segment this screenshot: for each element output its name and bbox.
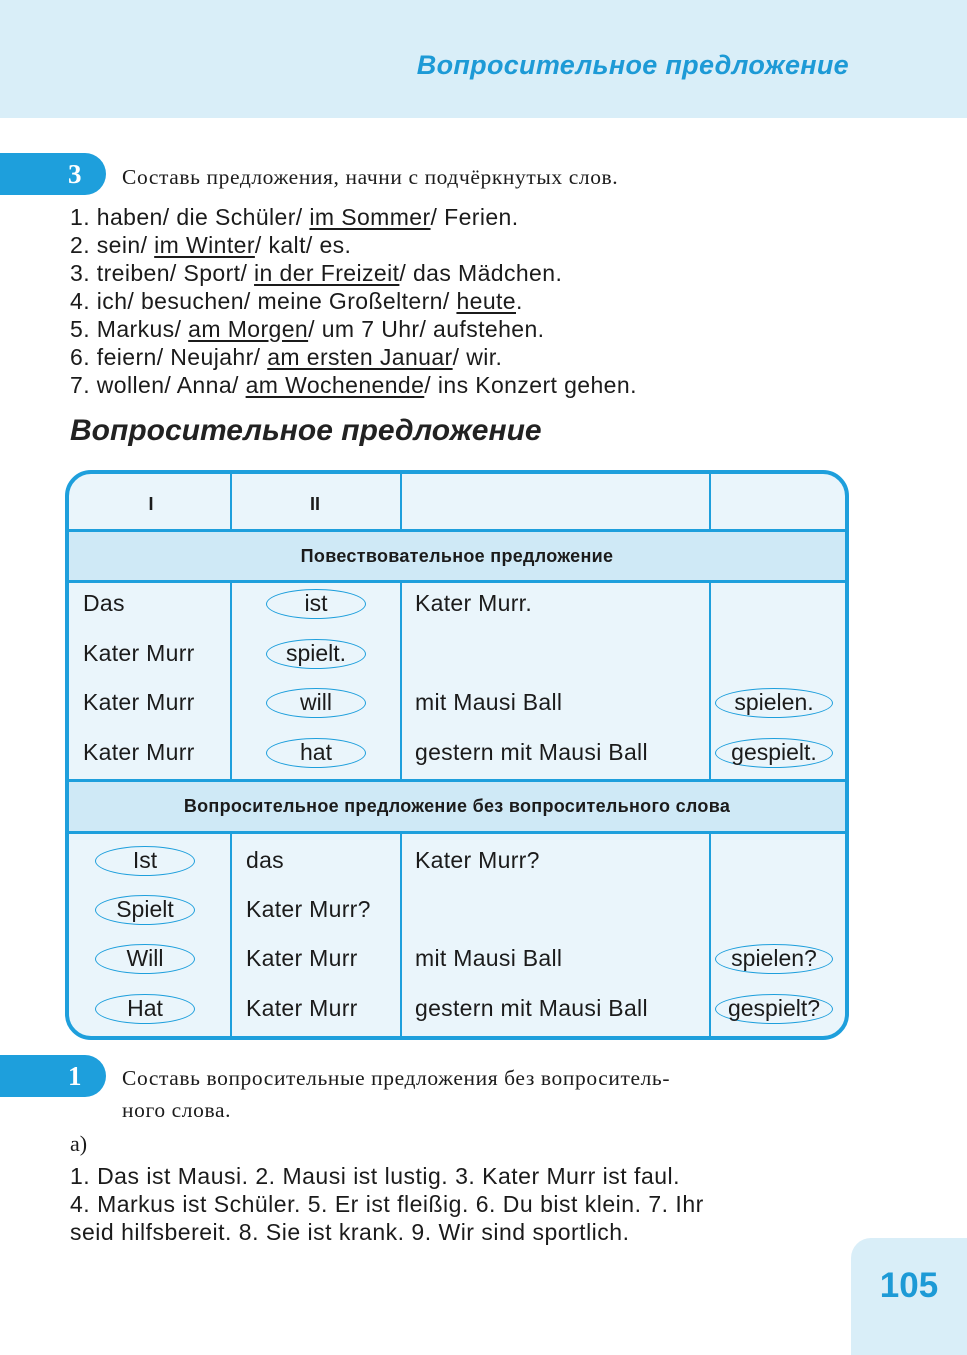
underlined-phrase: am Morgen [188,316,309,342]
item-text: / das Mädchen. [399,260,563,286]
verb-oval: gespielt? [715,994,833,1024]
declarative-band: Повествовательное предложение [69,529,845,583]
list-item [70,315,637,343]
table-cell: gestern mit Mausi Ball [415,995,648,1021]
exercise-1-line-2: 4. Markus ist Schüler. 5. Er ist fleißig. 6. Du bist klein. 7. Ihr [70,1191,704,1217]
item-text: . [516,288,523,314]
verb-oval: Ist [95,846,195,876]
list-item [70,343,637,371]
exercise-1-instruction-line-1: Составь вопросительные предложения без вопроситель- [122,1066,671,1090]
verb-oval: spielen? [715,944,833,974]
exercise-3-badge: 3 [0,153,106,195]
list-item [70,287,637,315]
table-cell: Kater Murr? [415,847,540,873]
list-item [70,259,637,287]
exercise-3-instruction: Составь предложения, начни с подчёркнутых слов. [122,165,619,189]
underlined-phrase: am Wochenende [245,372,425,398]
verb-oval: will [266,688,366,718]
verb-oval: ist [266,589,366,619]
item-text: / um 7 Uhr/ aufstehen. [308,316,545,342]
item-number: 7. [70,372,90,398]
verb-oval: Hat [95,994,195,1024]
item-text: feiern/ Neujahr/ [96,344,261,370]
table-cell: Kater Murr. [415,590,533,616]
verb-oval: hat [266,738,366,768]
column-header-1: I [148,494,154,514]
exercise-1-line-1: 1. Das ist Mausi. 2. Mausi ist lustig. 3. Kater Murr ist faul. [70,1163,681,1189]
item-text: treiben/ Sport/ [96,260,248,286]
verb-oval: Spielt [95,895,195,925]
table-cell: das [246,847,284,873]
item-number: 6. [70,344,90,370]
item-text: / ins Konzert gehen. [424,372,637,398]
verb-oval: Will [95,944,195,974]
underlined-phrase: in der Freizeit [254,260,400,286]
grammar-table [65,470,849,1040]
header-band [0,0,967,118]
underlined-phrase: heute [456,288,516,314]
exercise-1-instruction-line-2: ного слова. [122,1098,232,1122]
question-band: Вопросительное предложение без вопросительного слова [69,779,845,834]
exercise-1-sub-label: а) [70,1131,88,1156]
exercise-1-badge: 1 [0,1055,106,1097]
item-text: Markus/ [96,316,182,342]
item-text: / kalt/ es. [254,232,352,258]
verb-oval: gespielt. [715,738,833,768]
item-text: / wir. [452,344,503,370]
item-text: haben/ die Schüler/ [96,204,303,230]
item-text: ich/ besuchen/ meine Großeltern/ [96,288,450,314]
table-cell: Kater Murr [83,739,195,765]
underlined-phrase: am ersten Januar [267,344,453,370]
item-text: / Ferien. [430,204,519,230]
table-cell: Das [83,590,125,616]
table-cell: Kater Murr [83,640,195,666]
list-item [70,371,637,399]
page-number-tab [851,1238,967,1355]
table-cell: Kater Murr? [246,896,371,922]
item-number: 4. [70,288,90,314]
underlined-phrase: im Winter [154,232,255,258]
exercise-1-line-3: seid hilfsbereit. 8. Sie ist krank. 9. Wir sind sportlich. [70,1219,630,1245]
list-item [70,203,637,231]
page-number: 105 [879,1266,939,1305]
item-number: 2. [70,232,90,258]
column-header-2: II [309,494,320,514]
table-cell: Kater Murr [83,689,195,715]
item-text: sein/ [96,232,148,258]
item-number: 3. [70,260,90,286]
list-item [70,231,637,259]
table-cell: mit Mausi Ball [415,945,563,971]
underlined-phrase: im Sommer [309,204,431,230]
item-text: wollen/ Anna/ [96,372,239,398]
table-cell: Kater Murr [246,945,358,971]
item-number: 5. [70,316,90,342]
table-cell: gestern mit Mausi Ball [415,739,648,765]
exercise-3-list [70,203,637,399]
table-cell: Kater Murr [246,995,358,1021]
section-title: Вопросительное предложение [70,414,542,447]
verb-oval: spielt. [266,639,366,669]
item-number: 1. [70,204,90,230]
header-title: Вопросительное предложение [416,50,849,80]
verb-oval: spielen. [715,688,833,718]
table-cell: mit Mausi Ball [415,689,563,715]
